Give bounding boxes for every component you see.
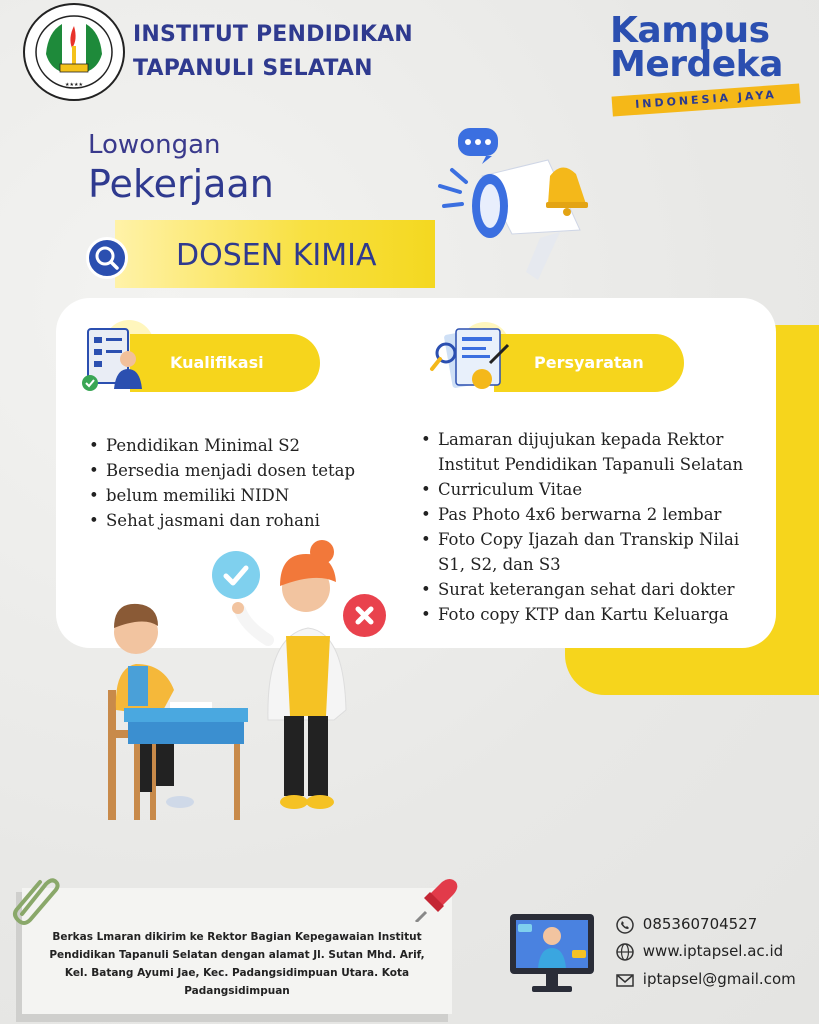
persyaratan-item: • Foto copy KTP dan Kartu Keluarga (421, 602, 771, 627)
kampus-merdeka-tagline: INDONESIA JAYA (612, 83, 801, 116)
persyaratan-label: Persyaratan (534, 353, 644, 372)
persyaratan-item: • Surat keterangan sehat dari dokter (421, 577, 771, 602)
email-address[interactable]: iptapsel@gmail.com (642, 970, 796, 988)
kualifikasi-label: Kualifikasi (170, 353, 264, 372)
phone-icon (616, 916, 634, 934)
contact-phone (616, 915, 757, 934)
persyaratan-item: • Lamaran dijujukan kepada Rektor Institut Pendidikan Tapanuli Selatan (421, 427, 771, 477)
title-lowongan: Lowongan (88, 130, 221, 160)
persyaratan-item: • Foto Copy Ijazah dan Transkip Nilai S1, S2, dan S3 (421, 527, 771, 577)
kualifikasi-badge (130, 334, 320, 392)
kualifikasi-item: • belum memiliki NIDN (89, 483, 389, 508)
kualifikasi-item: • Sehat jasmani dan rohani (89, 508, 389, 533)
kualifikasi-item: • Bersedia menjadi dosen tetap (89, 458, 389, 483)
address-note (22, 888, 452, 1014)
persyaratan-item: • Pas Photo 4x6 berwarna 2 lembar (421, 502, 771, 527)
persyaratan-list (421, 427, 771, 627)
kampus-merdeka-line1: Kampus (610, 10, 770, 51)
mail-icon (616, 971, 634, 989)
institution-logo (22, 2, 126, 104)
globe-icon (616, 943, 634, 961)
institution-name (133, 18, 453, 86)
job-title: DOSEN KIMIA (176, 238, 377, 273)
phone-number: 085360704527 (642, 915, 758, 933)
pushpin-icon (412, 872, 462, 922)
persyaratan-item: • Curriculum Vitae (421, 477, 771, 502)
search-icon (86, 237, 128, 279)
address-text: Berkas Lmaran dikirim ke Rektor Bagian Kepegawaian Institut Pendidikan Tapanuli Selatan dengan alamat Jl. Sutan Mhd. Arif, Kel. Batang Ayumi Jae, Kec. Padangsidimpuan Utara. Kota Padangsidimpuan (49, 931, 425, 997)
kampus-merdeka-logo (606, 12, 806, 116)
monitor-icon (506, 912, 598, 996)
title-pekerjaan: Pekerjaan (88, 162, 274, 206)
kualifikasi-item: • Pendidikan Minimal S2 (89, 433, 389, 458)
teacher-student-illustration (100, 540, 360, 825)
kampus-merdeka-line2: Merdeka (610, 44, 783, 85)
contact-website (616, 942, 783, 961)
contact-email (616, 970, 796, 989)
institution-name-line1: INSTITUT PENDIDIKAN (133, 22, 413, 47)
megaphone-icon (430, 120, 610, 295)
persyaratan-badge (494, 334, 684, 392)
kualifikasi-list (89, 433, 389, 533)
website-link[interactable]: www.iptapsel.ac.id (642, 942, 784, 960)
institution-name-line2: TAPANULI SELATAN (133, 56, 373, 81)
documents-icon (428, 323, 514, 399)
svg-text:★★★★: ★★★★ (65, 82, 83, 88)
paperclip-icon (6, 870, 62, 926)
checklist-icon (80, 325, 146, 395)
